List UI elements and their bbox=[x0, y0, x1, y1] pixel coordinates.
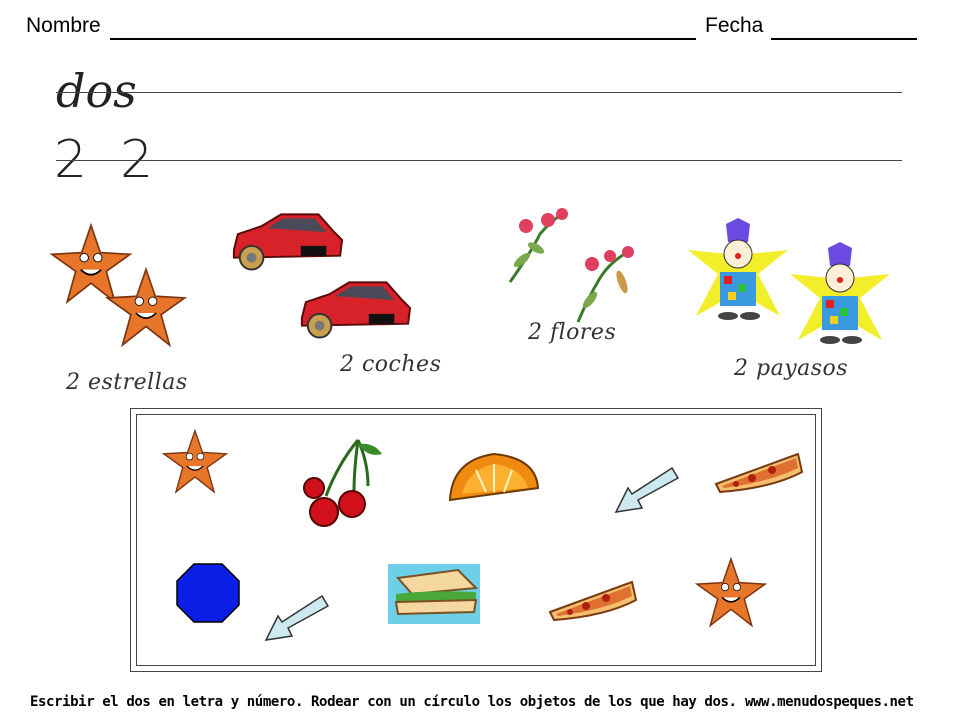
arrow-icon[interactable] bbox=[612, 464, 678, 516]
practice-digits: 2 2 bbox=[54, 130, 154, 190]
cherries-icon[interactable] bbox=[298, 434, 388, 530]
caption-coches: 2 coches bbox=[340, 352, 442, 377]
clown-icon bbox=[786, 244, 894, 348]
arrow-icon[interactable] bbox=[262, 592, 328, 644]
starfish-icon[interactable] bbox=[160, 428, 230, 496]
octagon-icon[interactable] bbox=[176, 563, 240, 623]
name-field[interactable] bbox=[110, 14, 696, 40]
pizza-slice-icon[interactable] bbox=[712, 450, 804, 494]
date-field[interactable] bbox=[771, 14, 917, 40]
instructions-text: Escribir el dos en letra y número. Rodear con un círculo los objetos de los que hay dos. bbox=[30, 694, 737, 710]
caption-estrellas: 2 estrellas bbox=[66, 370, 188, 395]
date-label: Fecha bbox=[705, 14, 764, 37]
orange-slice-icon[interactable] bbox=[446, 448, 542, 512]
writing-line-word[interactable] bbox=[56, 92, 902, 93]
caption-flores: 2 flores bbox=[528, 320, 617, 345]
website-link[interactable]: www.menudospeques.net bbox=[745, 694, 914, 710]
clown-icon bbox=[684, 220, 792, 324]
caption-payasos: 2 payasos bbox=[734, 356, 849, 381]
flower-icon bbox=[566, 238, 646, 324]
car-icon bbox=[296, 274, 414, 340]
sandwich-icon[interactable] bbox=[388, 564, 480, 624]
name-label: Nombre bbox=[26, 14, 101, 37]
starfish-icon[interactable] bbox=[694, 556, 768, 630]
practice-word: dos bbox=[56, 64, 137, 118]
car-icon bbox=[228, 206, 346, 272]
pizza-slice-icon[interactable] bbox=[546, 578, 638, 622]
starfish-icon bbox=[104, 266, 188, 350]
writing-line-digits[interactable] bbox=[56, 160, 902, 161]
